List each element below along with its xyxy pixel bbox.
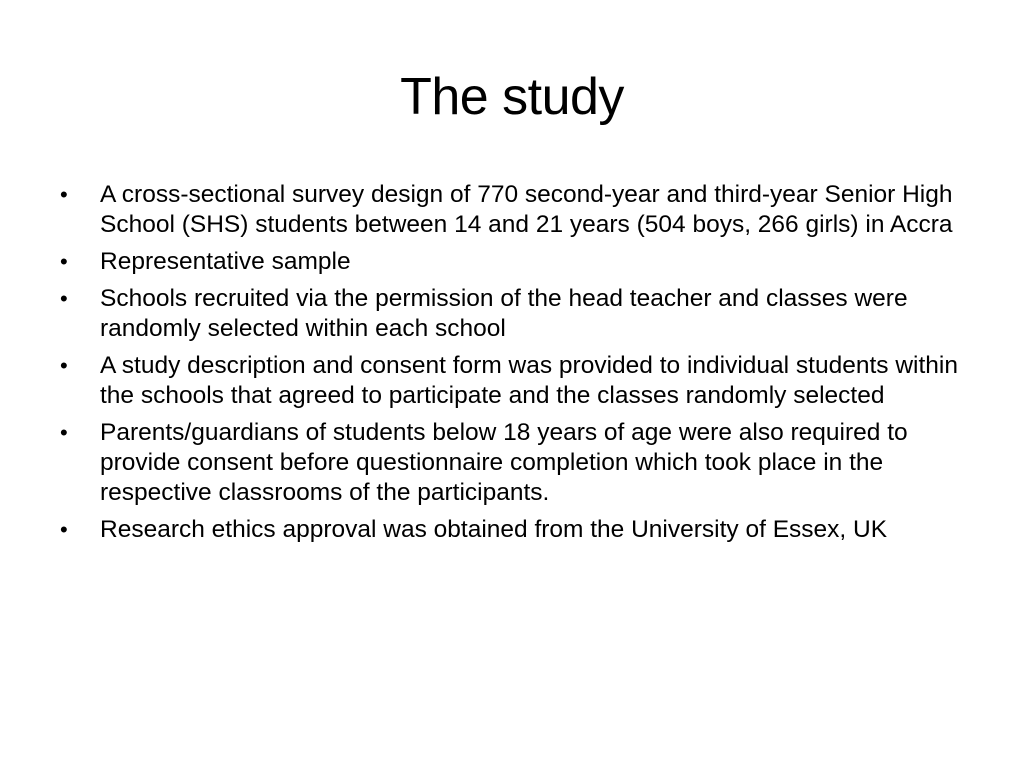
bullet-dot-icon: •	[60, 517, 68, 542]
bullet-text: Parents/guardians of students below 18 years of age were also required to provide consent before questionnaire completion which took place in the respective classrooms of the participants.	[100, 419, 908, 506]
bullet-dot-icon: •	[60, 353, 68, 378]
bullet-dot-icon: •	[60, 182, 68, 207]
bullet-text: Schools recruited via the permission of the head teacher and classes were randomly selected within each school	[100, 285, 908, 342]
bullet-item	[56, 418, 976, 508]
bullet-dot-icon: •	[60, 286, 68, 311]
bullet-text: Research ethics approval was obtained from the University of Essex, UK	[100, 516, 888, 543]
bullet-text: A cross-sectional survey design of 770 second-year and third-year Senior High School (SHS) students between 14 and 21 years (504 boys, 266 girls) in Accra	[100, 181, 953, 238]
bullet-list	[56, 180, 976, 552]
bullet-dot-icon: •	[60, 249, 68, 274]
slide-title: The study	[400, 68, 624, 126]
bullet-item	[56, 351, 976, 411]
bullet-item	[56, 247, 976, 277]
bullet-dot-icon: •	[60, 420, 68, 445]
bullet-item	[56, 515, 976, 545]
bullet-item	[56, 284, 976, 344]
bullet-text: Representative sample	[100, 248, 351, 275]
bullet-item	[56, 180, 976, 240]
bullet-text: A study description and consent form was provided to individual students within the schools that agreed to participate and the classes randomly selected	[100, 352, 958, 409]
